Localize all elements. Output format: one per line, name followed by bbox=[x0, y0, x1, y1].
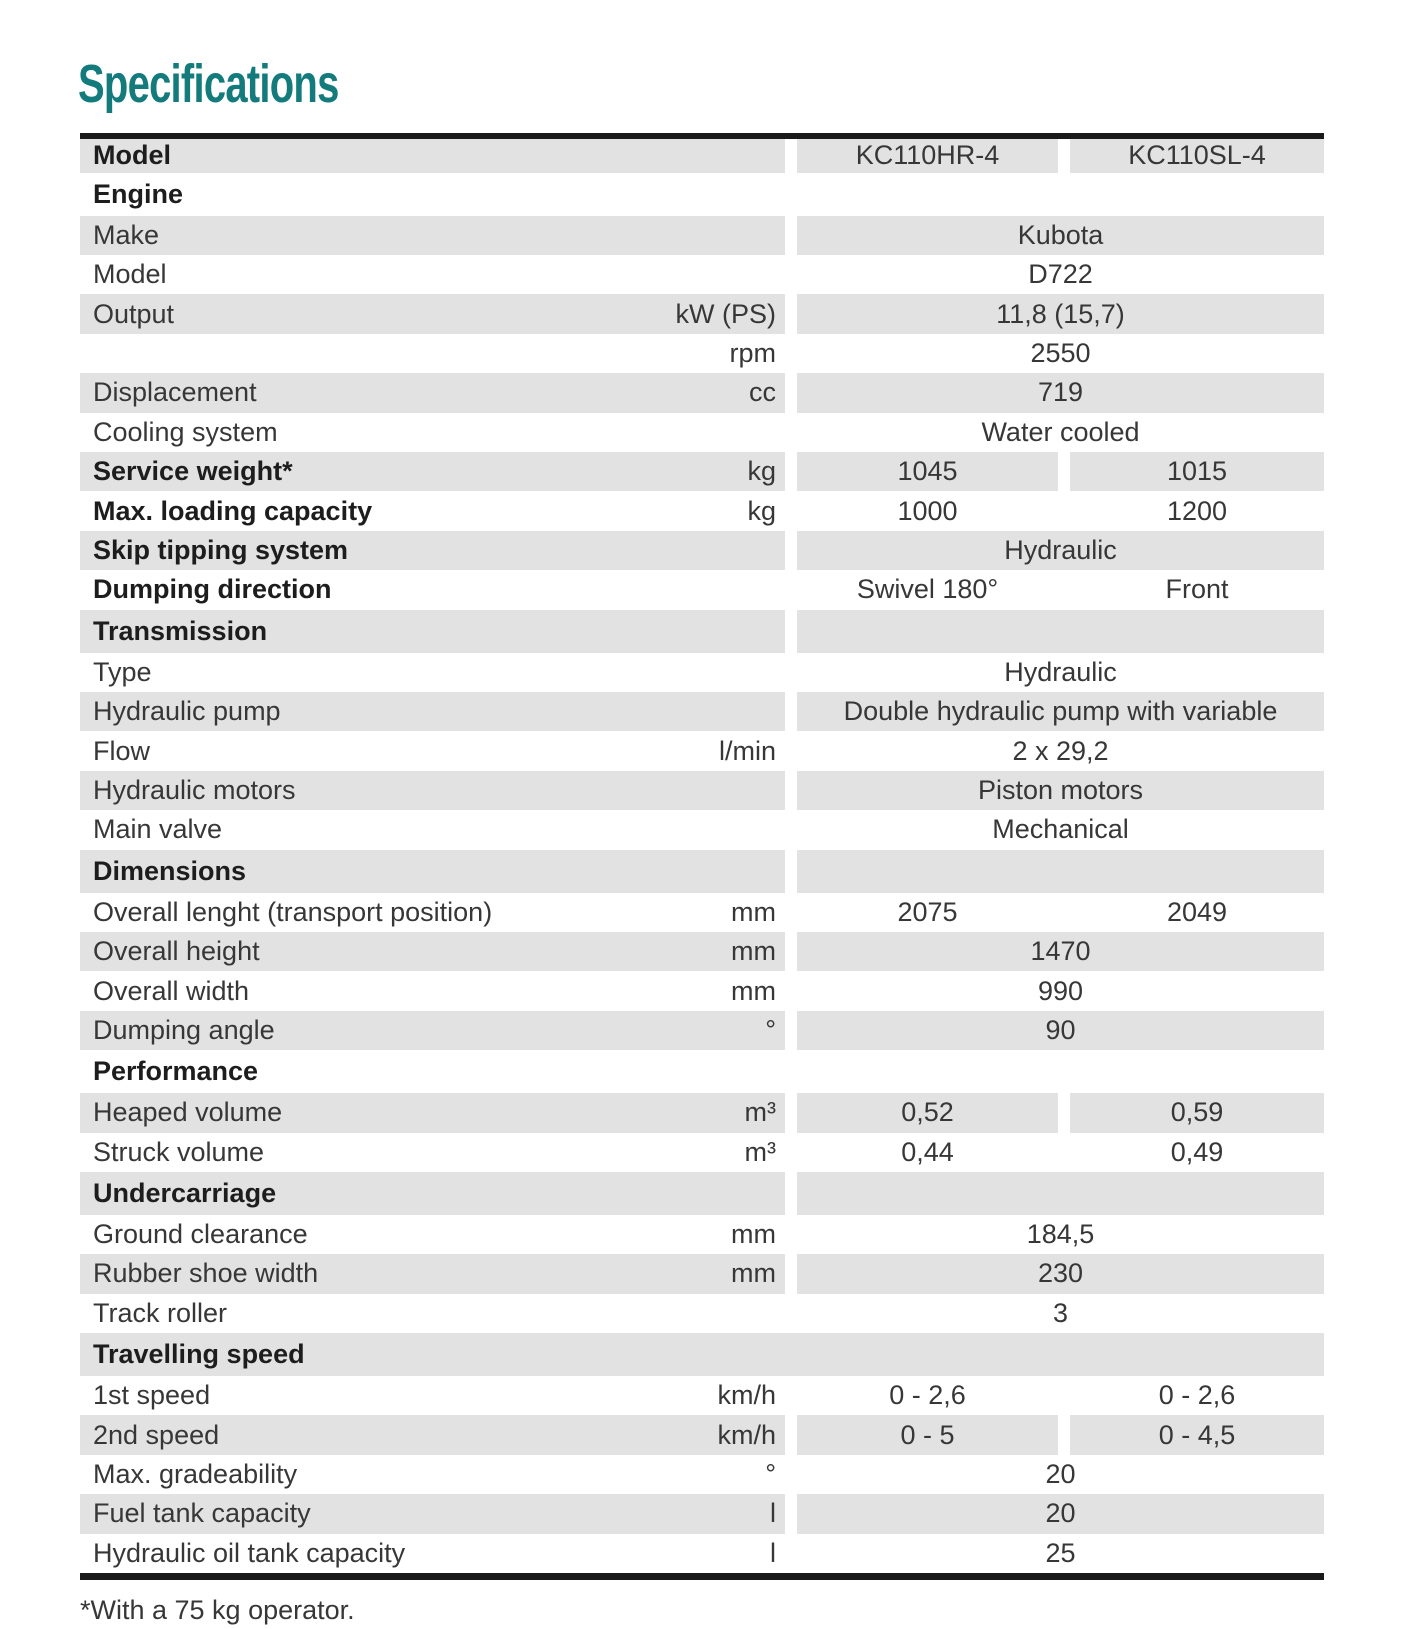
spec-value-col1: 1045 bbox=[797, 452, 1058, 491]
spec-value-col2: 0,49 bbox=[1170, 1136, 1224, 1167]
spec-label: Model bbox=[93, 140, 171, 171]
label-cell bbox=[80, 1011, 785, 1050]
spec-value-col1: 0,52 bbox=[797, 1093, 1058, 1132]
table-row bbox=[80, 255, 1324, 294]
spec-label: Service weight* bbox=[93, 456, 293, 487]
spec-unit: rpm bbox=[729, 338, 776, 369]
spec-label: Main valve bbox=[93, 814, 223, 845]
spec-label: Dimensions bbox=[93, 855, 247, 886]
section-row bbox=[80, 610, 1324, 653]
value-area bbox=[797, 850, 1324, 893]
label-cell bbox=[80, 491, 785, 530]
footnote: *With a 75 kg operator. bbox=[80, 1595, 355, 1626]
spec-label: Struck volume bbox=[93, 1136, 265, 1167]
spec-unit: km/h bbox=[717, 1419, 776, 1450]
spec-value bbox=[797, 173, 1324, 216]
table-row bbox=[80, 1093, 1324, 1132]
spec-label: Make bbox=[93, 219, 160, 250]
table-row bbox=[80, 932, 1324, 971]
spec-label: Flow bbox=[93, 735, 151, 766]
spec-label: Hydraulic motors bbox=[93, 774, 296, 805]
label-cell bbox=[80, 1215, 785, 1254]
spec-value: 184,5 bbox=[1026, 1219, 1095, 1250]
table-row bbox=[80, 971, 1324, 1010]
table-row bbox=[80, 653, 1324, 692]
spec-value: 3 bbox=[1052, 1297, 1069, 1328]
label-cell bbox=[80, 1534, 785, 1573]
spec-value-col2: 1200 bbox=[1166, 495, 1228, 526]
table-row bbox=[80, 810, 1324, 849]
label-cell bbox=[80, 653, 785, 692]
spec-value-col2: 0 - 2,6 bbox=[1158, 1380, 1236, 1411]
label-cell bbox=[80, 893, 785, 932]
spec-value bbox=[797, 610, 1324, 653]
spec-label: Overall width bbox=[93, 975, 250, 1006]
label-cell bbox=[80, 771, 785, 810]
label-cell bbox=[80, 531, 785, 570]
spec-label: Hydraulic oil tank capacity bbox=[93, 1537, 406, 1568]
value-area bbox=[797, 1133, 1324, 1172]
table-row bbox=[80, 731, 1324, 770]
value-area bbox=[797, 1172, 1324, 1215]
label-cell bbox=[80, 570, 785, 609]
value-area bbox=[797, 610, 1324, 653]
spec-value: 90 bbox=[797, 1011, 1324, 1050]
table-row bbox=[80, 1254, 1324, 1293]
spec-label: Overall height bbox=[93, 936, 260, 967]
value-area bbox=[797, 1011, 1324, 1050]
section-row bbox=[80, 850, 1324, 893]
value-area bbox=[797, 932, 1324, 971]
value-area bbox=[797, 1415, 1324, 1454]
table-row bbox=[80, 1294, 1324, 1333]
spec-value-col2: 0,59 bbox=[1070, 1093, 1324, 1132]
label-cell bbox=[80, 1172, 785, 1215]
spec-value: Hydraulic bbox=[1004, 656, 1117, 687]
spec-unit: kg bbox=[747, 456, 776, 487]
spec-label: Dumping direction bbox=[93, 574, 332, 605]
value-area bbox=[797, 1534, 1324, 1573]
value-area bbox=[797, 1050, 1324, 1093]
label-cell bbox=[80, 173, 785, 216]
spec-unit: mm bbox=[731, 1258, 776, 1289]
spec-label: Overall lenght (transport position) bbox=[93, 896, 493, 927]
spec-unit: km/h bbox=[717, 1380, 776, 1411]
spec-value-col2: Front bbox=[1165, 574, 1229, 605]
spec-value: Mechanical bbox=[992, 814, 1129, 845]
spec-value: 20 bbox=[1045, 1459, 1076, 1490]
value-area bbox=[797, 294, 1324, 333]
value-area bbox=[797, 173, 1324, 216]
spec-unit: l bbox=[770, 1498, 776, 1529]
label-cell bbox=[80, 971, 785, 1010]
value-area bbox=[785, 1333, 1324, 1376]
value-area bbox=[797, 139, 1324, 173]
value-area bbox=[797, 413, 1324, 452]
spec-label: Cooling system bbox=[93, 416, 278, 447]
spec-value bbox=[785, 1333, 1324, 1376]
table-row bbox=[80, 1011, 1324, 1050]
value-area bbox=[797, 1093, 1324, 1132]
spec-value-col2: 0 - 4,5 bbox=[1070, 1415, 1324, 1454]
spec-value: Kubota bbox=[797, 216, 1324, 255]
label-cell bbox=[80, 692, 785, 731]
label-cell bbox=[80, 932, 785, 971]
spec-label: Ground clearance bbox=[93, 1219, 308, 1250]
spec-value: Water cooled bbox=[981, 416, 1140, 447]
spec-unit: ° bbox=[765, 1459, 776, 1490]
value-area bbox=[797, 373, 1324, 412]
spec-label: Performance bbox=[93, 1056, 259, 1087]
label-cell bbox=[80, 373, 785, 412]
spec-value bbox=[797, 850, 1324, 893]
spec-value: D722 bbox=[1028, 259, 1093, 290]
label-cell bbox=[80, 1050, 785, 1093]
label-cell bbox=[80, 1494, 785, 1533]
value-area bbox=[797, 1215, 1324, 1254]
section-row bbox=[80, 173, 1324, 216]
spec-value: 11,8 (15,7) bbox=[797, 294, 1324, 333]
value-area bbox=[797, 1254, 1324, 1293]
value-area bbox=[797, 452, 1324, 491]
spec-value-col1: 1000 bbox=[897, 495, 958, 526]
label-cell bbox=[80, 139, 785, 173]
spec-label: Transmission bbox=[93, 615, 268, 646]
spec-value-col1: 2075 bbox=[897, 896, 958, 927]
value-area bbox=[797, 491, 1324, 530]
spec-label: Max. loading capacity bbox=[93, 495, 373, 526]
spec-label: Heaped volume bbox=[93, 1097, 283, 1128]
spec-value: Double hydraulic pump with variable bbox=[797, 692, 1324, 731]
label-cell bbox=[80, 294, 785, 333]
table-row bbox=[80, 1215, 1324, 1254]
label-cell bbox=[80, 334, 785, 373]
table-row bbox=[80, 893, 1324, 932]
label-cell bbox=[80, 452, 785, 491]
spec-label: Displacement bbox=[93, 377, 257, 408]
label-cell bbox=[80, 1294, 785, 1333]
label-cell bbox=[80, 255, 785, 294]
label-cell bbox=[80, 1415, 785, 1454]
spec-value-col1: 0 - 2,6 bbox=[889, 1380, 966, 1411]
label-cell bbox=[80, 1455, 785, 1494]
spec-unit: ° bbox=[765, 1014, 776, 1045]
value-area bbox=[797, 216, 1324, 255]
specifications-table bbox=[80, 133, 1324, 1580]
spec-value-col2: 2049 bbox=[1166, 896, 1228, 927]
table-row bbox=[80, 1133, 1324, 1172]
spec-label: Hydraulic pump bbox=[93, 696, 281, 727]
value-area bbox=[797, 1294, 1324, 1333]
spec-label: 2nd speed bbox=[93, 1419, 220, 1450]
table-row bbox=[80, 452, 1324, 491]
spec-value: Hydraulic bbox=[797, 531, 1324, 570]
spec-label: Rubber shoe width bbox=[93, 1258, 319, 1289]
value-area bbox=[797, 653, 1324, 692]
value-area bbox=[797, 531, 1324, 570]
label-cell bbox=[80, 1093, 785, 1132]
section-row bbox=[80, 1050, 1324, 1093]
spec-unit: mm bbox=[731, 936, 776, 967]
spec-value-col1: 0,44 bbox=[901, 1136, 954, 1167]
spec-label: 1st speed bbox=[93, 1380, 211, 1411]
label-cell bbox=[80, 413, 785, 452]
label-cell bbox=[80, 850, 785, 893]
value-area bbox=[797, 334, 1324, 373]
spec-value-col1: 0 - 5 bbox=[797, 1415, 1058, 1454]
table-row bbox=[80, 413, 1324, 452]
table-row bbox=[80, 139, 1324, 173]
spec-unit: l bbox=[770, 1537, 776, 1568]
spec-label: Travelling speed bbox=[93, 1339, 305, 1370]
spec-value: 990 bbox=[1037, 975, 1084, 1006]
table-row bbox=[80, 1455, 1324, 1494]
label-cell bbox=[80, 1376, 785, 1415]
spec-value: 2 x 29,2 bbox=[1012, 735, 1109, 766]
spec-value bbox=[797, 1172, 1324, 1215]
value-area bbox=[797, 771, 1324, 810]
spec-value-col2: KC110SL-4 bbox=[1070, 139, 1324, 173]
spec-label: Undercarriage bbox=[93, 1177, 277, 1208]
spec-unit: mm bbox=[731, 975, 776, 1006]
spec-value bbox=[797, 1050, 1324, 1093]
value-area bbox=[797, 1455, 1324, 1494]
spec-label: Model bbox=[93, 259, 167, 290]
spec-value-col1: Swivel 180° bbox=[856, 574, 999, 605]
spec-label: Dumping angle bbox=[93, 1014, 275, 1045]
table-row bbox=[80, 1376, 1324, 1415]
section-row bbox=[80, 1333, 1324, 1376]
spec-value: 719 bbox=[797, 373, 1324, 412]
page-title: Specifications bbox=[78, 54, 339, 114]
value-area bbox=[797, 692, 1324, 731]
label-cell bbox=[80, 610, 785, 653]
spec-label: Max. gradeability bbox=[93, 1459, 298, 1490]
table-row bbox=[80, 771, 1324, 810]
table-row bbox=[80, 216, 1324, 255]
spec-value: 1470 bbox=[797, 932, 1324, 971]
table-row bbox=[80, 334, 1324, 373]
spec-value: 2550 bbox=[1030, 338, 1091, 369]
spec-label: Engine bbox=[93, 178, 184, 209]
spec-label: Type bbox=[93, 656, 152, 687]
spec-value-col1: KC110HR-4 bbox=[797, 139, 1058, 173]
label-cell bbox=[80, 216, 785, 255]
table-row bbox=[80, 1534, 1324, 1573]
spec-value: 20 bbox=[797, 1494, 1324, 1533]
label-cell bbox=[80, 1333, 785, 1376]
value-area bbox=[797, 1494, 1324, 1533]
table-row bbox=[80, 1494, 1324, 1533]
table-row bbox=[80, 491, 1324, 530]
spec-label: Output bbox=[93, 298, 175, 329]
table-row bbox=[80, 373, 1324, 412]
table-row bbox=[80, 1415, 1324, 1454]
spec-unit: m³ bbox=[744, 1136, 776, 1167]
spec-unit: mm bbox=[731, 896, 776, 927]
spec-unit: kg bbox=[747, 495, 776, 526]
spec-unit: m³ bbox=[744, 1097, 776, 1128]
label-cell bbox=[80, 1254, 785, 1293]
table-row bbox=[80, 570, 1324, 609]
section-row bbox=[80, 1172, 1324, 1215]
spec-label: Fuel tank capacity bbox=[93, 1498, 311, 1529]
spec-unit: l/min bbox=[718, 735, 776, 766]
value-area bbox=[797, 570, 1324, 609]
spec-label: Skip tipping system bbox=[93, 535, 349, 565]
table-row bbox=[80, 692, 1324, 731]
label-cell bbox=[80, 731, 785, 770]
value-area bbox=[797, 971, 1324, 1010]
table-row bbox=[80, 294, 1324, 333]
value-area bbox=[797, 1376, 1324, 1415]
table-row bbox=[80, 531, 1324, 570]
value-area bbox=[797, 255, 1324, 294]
spec-value-col2: 1015 bbox=[1070, 452, 1324, 491]
value-area bbox=[797, 893, 1324, 932]
label-cell bbox=[80, 810, 785, 849]
spec-value: Piston motors bbox=[797, 771, 1324, 810]
value-area bbox=[797, 810, 1324, 849]
spec-unit: cc bbox=[749, 377, 776, 408]
spec-label: Track roller bbox=[93, 1297, 228, 1328]
spec-value: 230 bbox=[797, 1254, 1324, 1293]
spec-value: 25 bbox=[1045, 1537, 1076, 1568]
label-cell bbox=[80, 1133, 785, 1172]
spec-unit: kW (PS) bbox=[675, 298, 776, 329]
spec-unit: mm bbox=[731, 1219, 776, 1250]
value-area bbox=[797, 731, 1324, 770]
